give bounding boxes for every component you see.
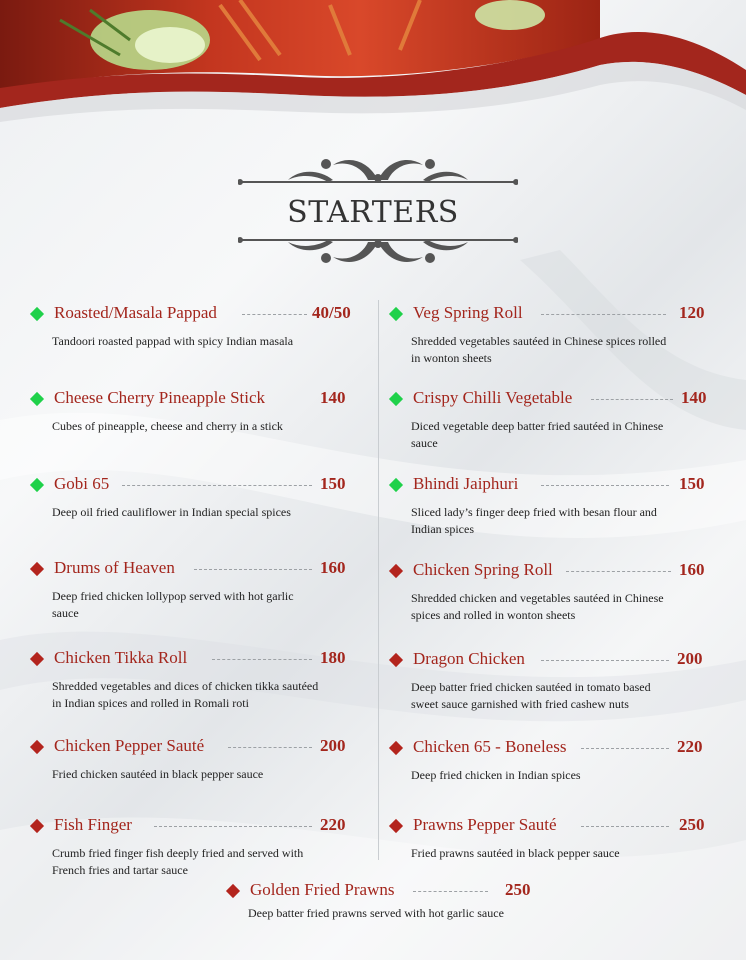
item-description [52, 678, 318, 712]
desc-line: spices and rolled in wonton sheets [411, 608, 576, 622]
menu-item [32, 736, 372, 781]
item-name: Golden Fried Prawns [250, 880, 395, 899]
item-price: 200 [320, 736, 346, 755]
veg-diamond-icon [30, 392, 44, 406]
item-price: 140 [320, 388, 346, 407]
leader-dashes [581, 826, 669, 827]
page-title: STARTERS [287, 195, 459, 230]
item-price: 150 [679, 474, 705, 493]
item-name: Chicken Tikka Roll [54, 648, 188, 667]
item-price: 220 [677, 737, 703, 756]
menu-item [32, 648, 372, 710]
nonveg-diamond-icon [30, 819, 44, 833]
desc-line: sauce [411, 436, 438, 450]
menu-item [32, 474, 372, 519]
desc-line: Shredded vegetables and dices of chicken tikka sautéed [52, 679, 319, 693]
desc-line: Fried prawns sautéed in black pepper sauce [411, 846, 620, 860]
nonveg-diamond-icon [30, 740, 44, 754]
desc-line: French fries and tartar sauce [52, 863, 188, 877]
item-description [248, 905, 504, 922]
veg-diamond-icon [30, 307, 44, 321]
desc-line: Fried chicken sautéed in black pepper sauce [52, 767, 264, 781]
column-divider [378, 300, 379, 860]
item-description [52, 504, 291, 521]
desc-line: Crumb fried finger fish deeply fried and served with [52, 846, 304, 860]
item-name: Cheese Cherry Pineapple Stick [54, 388, 266, 407]
item-price: 200 [677, 649, 703, 668]
desc-line: Sliced lady’s finger deep fried with besan flour and [411, 505, 657, 519]
veg-diamond-icon [30, 478, 44, 492]
item-name: Chicken 65 - Boneless [413, 737, 567, 756]
item-name: Prawns Pepper Sauté [413, 815, 557, 834]
leader-dashes [122, 485, 312, 486]
item-description [411, 679, 651, 713]
menu-item [228, 880, 548, 920]
desc-line: sweet sauce garnished with fried cashew nuts [411, 697, 629, 711]
item-description [52, 845, 303, 879]
menu-item [391, 737, 721, 782]
item-price: 250 [679, 815, 705, 834]
menu-item [391, 303, 721, 365]
menu-item [391, 560, 721, 622]
nonveg-diamond-icon [30, 652, 44, 666]
menu-item [391, 388, 721, 450]
leader-dashes [228, 747, 312, 748]
nonveg-diamond-icon [389, 564, 403, 578]
nonveg-diamond-icon [389, 819, 403, 833]
desc-line: Deep fried chicken in Indian spices [411, 768, 581, 782]
desc-line: Deep oil fried cauliflower in Indian special spices [52, 505, 291, 519]
item-description [411, 418, 663, 452]
item-price: 220 [320, 815, 346, 834]
veg-diamond-icon [389, 307, 403, 321]
leader-dashes [541, 485, 669, 486]
desc-line: Deep fried chicken lollypop served with hot garlic [52, 589, 294, 603]
item-name: Chicken Pepper Sauté [54, 736, 205, 755]
menu-item [32, 815, 372, 877]
item-name: Drums of Heaven [54, 558, 175, 577]
desc-line: Shredded chicken and vegetables sautéed in Chinese [411, 591, 664, 605]
item-description [52, 588, 294, 622]
menu-item [32, 388, 372, 433]
nonveg-diamond-icon [389, 741, 403, 755]
item-description [411, 845, 620, 862]
item-price: 160 [679, 560, 705, 579]
leader-dashes [154, 826, 312, 827]
nonveg-diamond-icon [226, 884, 240, 898]
item-price: 140 [681, 388, 707, 407]
item-name: Gobi 65 [54, 474, 110, 493]
menu-item [32, 558, 372, 620]
leader-dashes [541, 660, 669, 661]
item-price: 150 [320, 474, 346, 493]
leader-dashes [581, 748, 669, 749]
leader-dashes [566, 571, 671, 572]
header-food-banner [0, 0, 746, 130]
menu-item [32, 303, 372, 348]
item-price: 40/50 [312, 303, 351, 322]
leader-dashes [242, 314, 307, 315]
desc-line: Deep batter fried prawns served with hot garlic sauce [248, 906, 504, 920]
menu-item [391, 649, 721, 711]
item-description [52, 418, 283, 435]
item-name: Dragon Chicken [413, 649, 525, 668]
item-description [411, 333, 666, 367]
desc-line: Deep batter fried chicken sautéed in tomato based [411, 680, 651, 694]
veg-diamond-icon [389, 478, 403, 492]
item-name: Bhindi Jaiphuri [413, 474, 519, 493]
leader-dashes [212, 659, 312, 660]
desc-line: in Indian spices and rolled in Romali roti [52, 696, 249, 710]
desc-line: Tandoori roasted pappad with spicy Indian masala [52, 334, 294, 348]
item-description [411, 504, 657, 538]
ornament-divider-top [238, 150, 518, 190]
leader-dashes [591, 399, 673, 400]
leader-dashes [541, 314, 666, 315]
item-price: 120 [679, 303, 705, 322]
desc-line: Indian spices [411, 522, 474, 536]
item-description [411, 590, 664, 624]
item-name: Chicken Spring Roll [413, 560, 553, 579]
item-price: 160 [320, 558, 346, 577]
menu-item [391, 815, 721, 860]
leader-dashes [413, 891, 488, 892]
item-description [411, 767, 581, 784]
item-name: Fish Finger [54, 815, 132, 834]
desc-line: Diced vegetable deep batter fried sautéed in Chinese [411, 419, 664, 433]
nonveg-diamond-icon [30, 562, 44, 576]
item-price: 250 [505, 880, 531, 899]
desc-line: sauce [52, 606, 79, 620]
desc-line: Cubes of pineapple, cheese and cherry in a stick [52, 419, 283, 433]
desc-line: Shredded vegetables sautéed in Chinese spices rolled [411, 334, 667, 348]
leader-dashes [194, 569, 312, 570]
item-name: Veg Spring Roll [413, 303, 523, 322]
item-description [52, 766, 263, 783]
nonveg-diamond-icon [389, 653, 403, 667]
item-price: 180 [320, 648, 346, 667]
item-name: Crispy Chilli Vegetable [413, 388, 573, 407]
ornament-divider-bottom [238, 232, 518, 272]
item-description [52, 333, 293, 350]
item-name: Roasted/Masala Pappad [54, 303, 217, 322]
veg-diamond-icon [389, 392, 403, 406]
menu-item [391, 474, 721, 536]
desc-line: in wonton sheets [411, 351, 492, 365]
